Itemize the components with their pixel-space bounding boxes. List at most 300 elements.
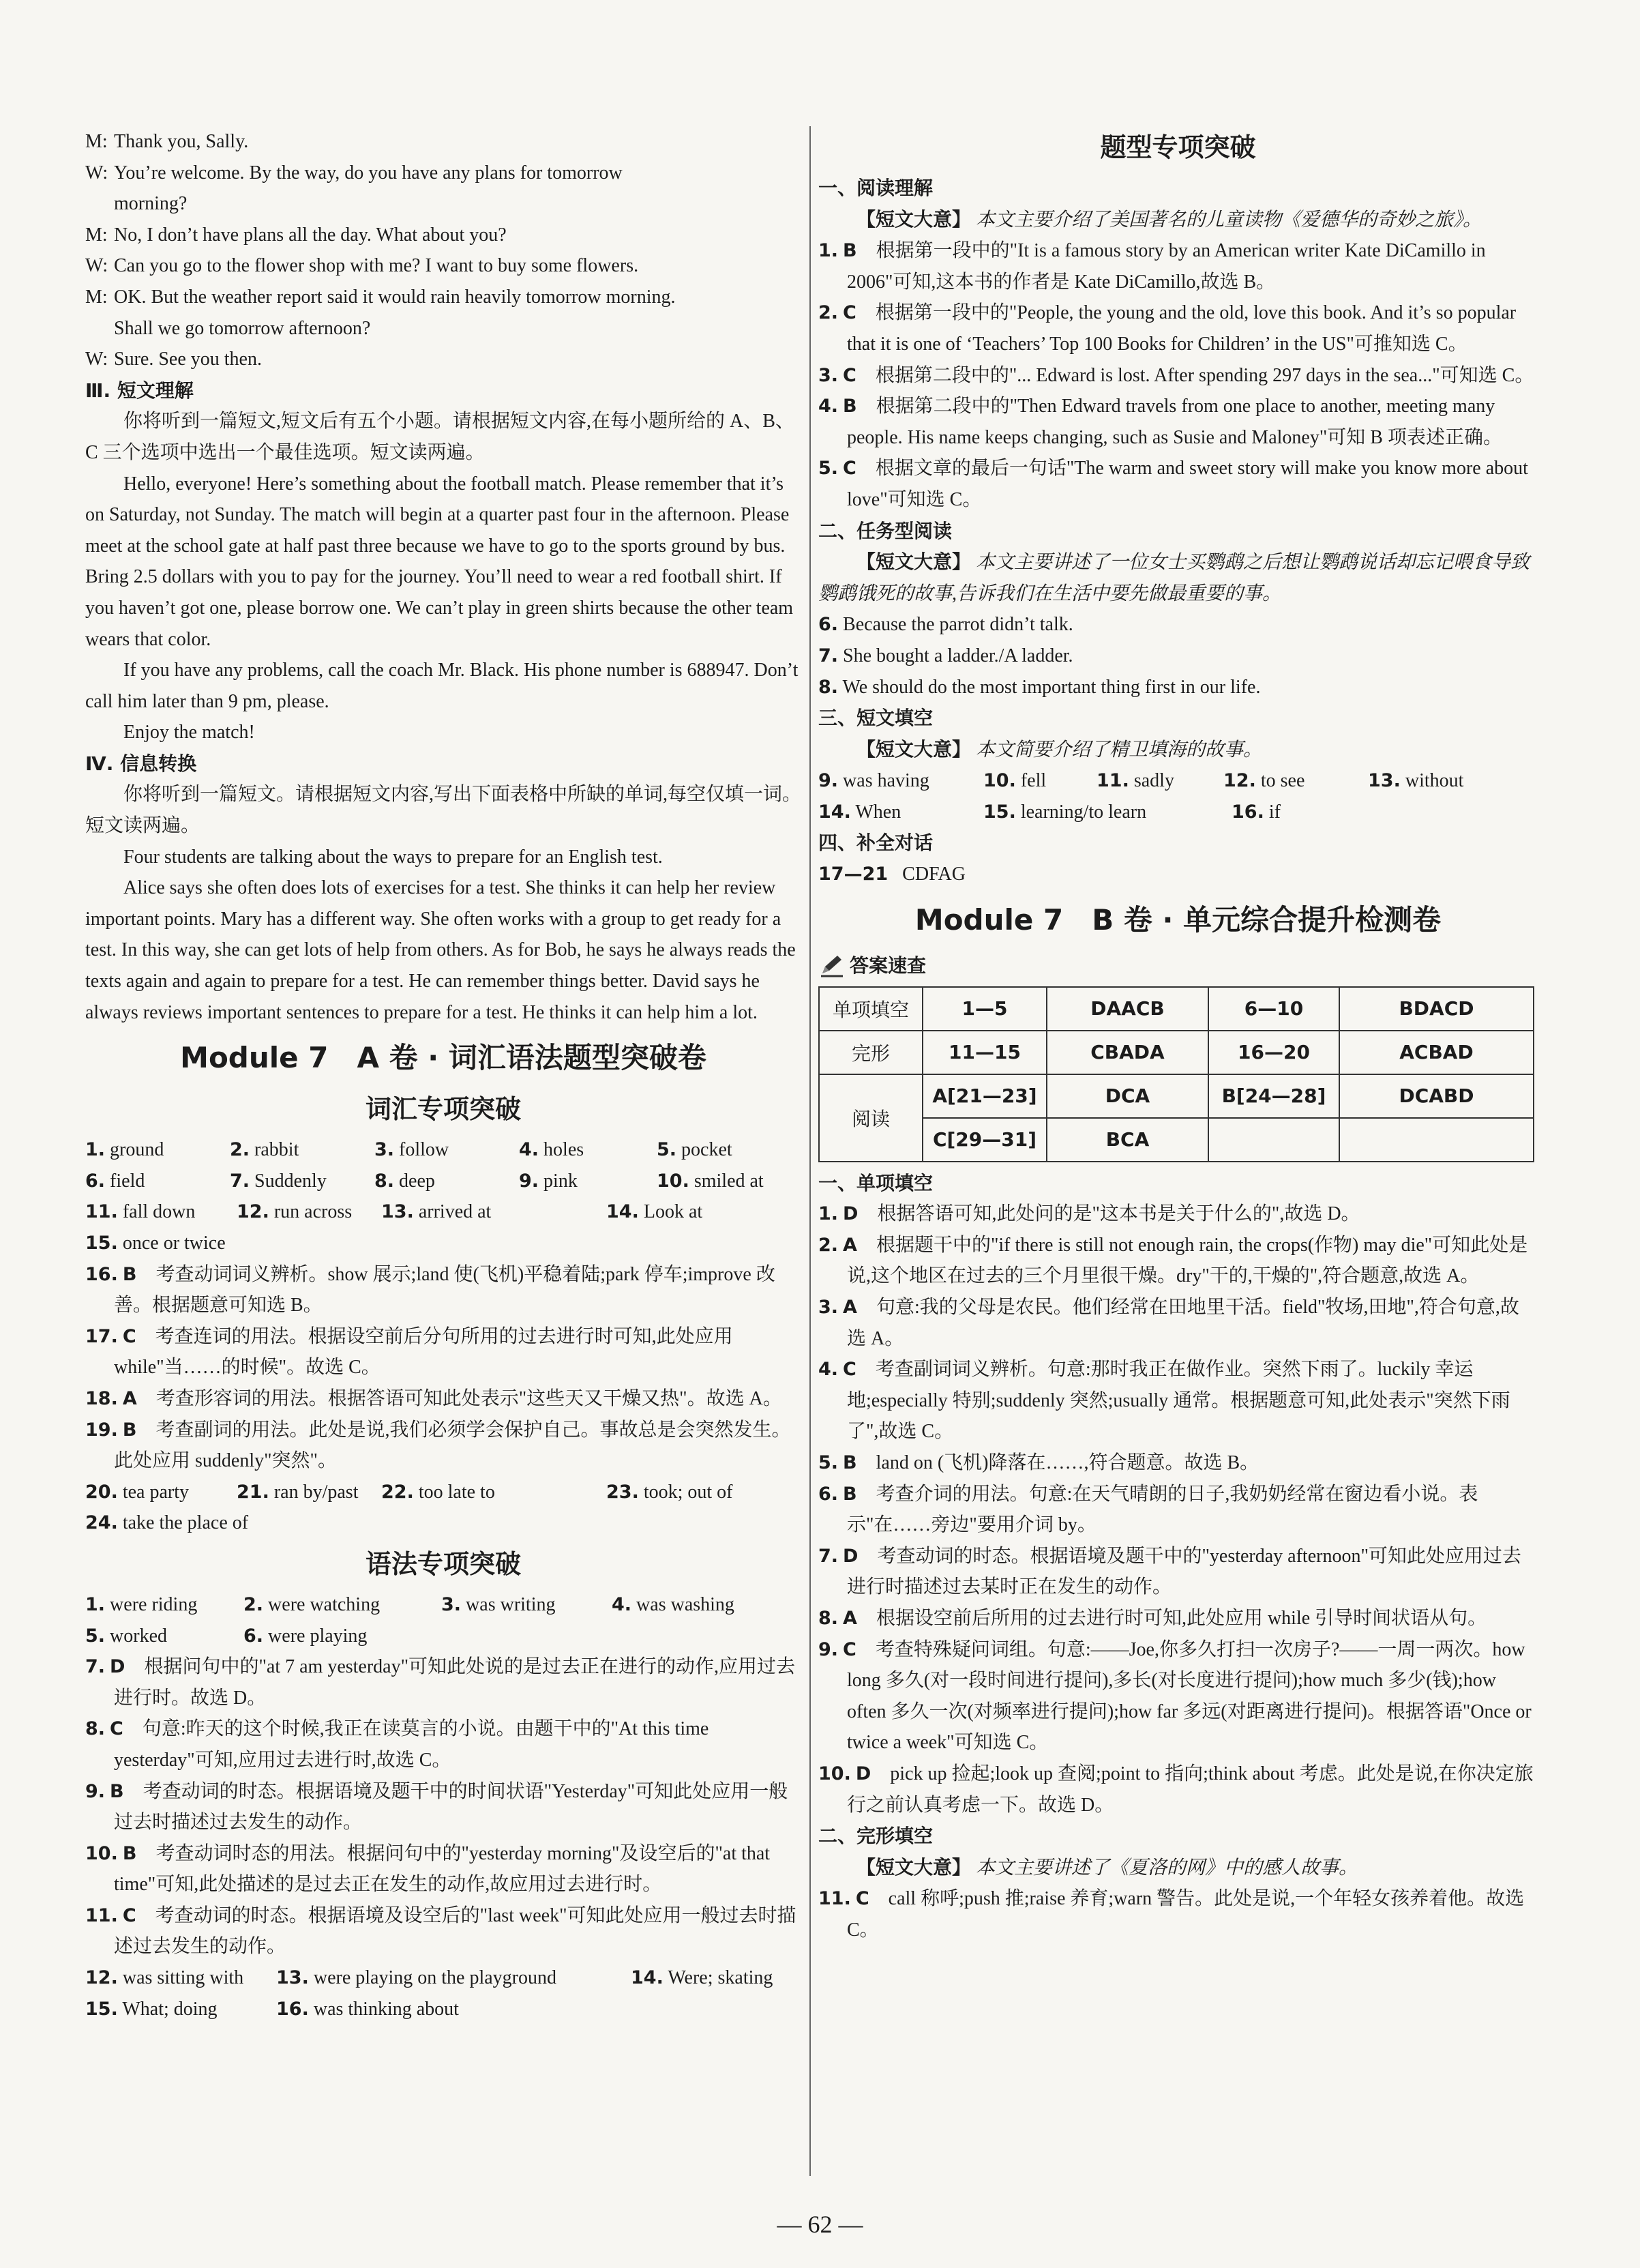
answer-item — [1232, 797, 1376, 828]
item-explanation: 根据第二段中的"Then Edward travels from one place to another, meeting many people. His name keeps changing, such as Susie and Maloney"可知 B 项表述正确。 — [847, 396, 1502, 448]
item-answer-letter: A — [843, 1297, 857, 1319]
item-number: 12. — [85, 1967, 118, 1989]
item-number: 11. — [818, 1888, 851, 1910]
answer-item — [85, 1477, 237, 1508]
explanation-item — [85, 1713, 801, 1776]
item-number: 7. — [230, 1170, 250, 1192]
explanation-list — [818, 235, 1538, 515]
item-number: 10. — [85, 1842, 118, 1864]
item-number: 18. — [85, 1387, 118, 1409]
item-answer: if — [1268, 801, 1281, 823]
item-number: 3. — [818, 364, 839, 386]
item-answer: once or twice — [122, 1233, 226, 1254]
explanation-item — [818, 1354, 1538, 1447]
item-answer-letter: C — [843, 458, 856, 480]
item-answer-letter: C — [122, 1904, 136, 1926]
item-answer-letter: A — [843, 1607, 857, 1629]
item-number: 6. — [818, 614, 839, 636]
item-answer-letter: B — [843, 396, 857, 417]
item-number: 2. — [230, 1139, 250, 1161]
item-answer: Because the parrot didn’t talk. — [843, 614, 1073, 636]
passage-paragraph: Enjoy the match! — [123, 722, 255, 743]
answer-row — [85, 1589, 801, 1621]
explanation-item — [818, 1634, 1538, 1758]
explanation-item — [818, 1479, 1538, 1541]
dialogue-line — [85, 313, 801, 344]
item-number: 19. — [85, 1419, 118, 1441]
item-number: 11. — [1097, 770, 1129, 792]
item-number: 16. — [276, 1998, 309, 2020]
explanation-item — [85, 1259, 801, 1321]
table-cell: DAACB — [1047, 987, 1208, 1031]
item-explanation: 考查形容词的用法。根据答语可知此处表示"这些天又干燥又热"。故选 A。 — [155, 1387, 782, 1409]
section-heading-cloze: 二、完形填空 — [818, 1825, 934, 1848]
item-number: 11. — [85, 1201, 118, 1223]
passage-paragraph: Four students are talking about the ways to prepare for an English test. — [123, 846, 663, 868]
answer-row — [85, 1994, 801, 2025]
item-answer-letter: B — [110, 1780, 124, 1802]
answer-item — [230, 1134, 374, 1166]
item-number: 16. — [85, 1263, 118, 1285]
item-answer-letter: C — [110, 1718, 123, 1740]
item-explanation: 根据第一段中的"People, the young and the old, love this book. And it’s so popular that it is one of ‘Teachers’ Top 100 Books for Children’ in the US"可推知选 C。 — [847, 302, 1517, 355]
passage-paragraph: Hello, everyone! Here’s something about the football match. Please remember that it’s on Saturday, not Sunday. The match will begin at a quarter past four in the afternoon. Please meet at the school gate at half past three because we have to go to the sports ground by bus. Bring 2.5 dollars with you to pay for the journey. You’ll need to wear a red football shirt. If you haven’t got one, please borrow one. We can’t play in green shirts because the other team wears that color. — [85, 473, 794, 650]
explanation-list — [818, 1883, 1538, 1945]
answer-item — [441, 1589, 612, 1621]
item-number: 1. — [818, 240, 839, 262]
table-cell: 16—20 — [1208, 1031, 1339, 1074]
section-heading-task-reading: 二、任务型阅读 — [818, 519, 953, 542]
item-answer-letter: D — [843, 1545, 859, 1567]
answer-item — [85, 1621, 243, 1652]
dialogue-text: Thank you, Sally. — [114, 131, 249, 152]
item-number: 3. — [374, 1139, 395, 1161]
table-row — [819, 987, 1534, 1031]
page-number: — 62 — — [777, 2211, 863, 2238]
item-answer: arrived at — [418, 1201, 492, 1223]
item-number: 16. — [1232, 801, 1264, 823]
item-number: 8. — [818, 676, 839, 698]
table-cell: 1—5 — [923, 987, 1047, 1031]
item-number: 8. — [818, 1607, 839, 1629]
item-number: 12. — [1223, 770, 1256, 792]
summary-label: 【短文大意】 — [856, 207, 972, 231]
table-row — [819, 1031, 1534, 1074]
dialogue-text: OK. But the weather report said it would rain heavily tomorrow morning. — [114, 286, 676, 308]
item-answer: Look at — [643, 1201, 703, 1223]
item-answer-letter: D — [843, 1203, 859, 1225]
explanation-item — [818, 1447, 1538, 1479]
grammar-title: 语法专项突破 — [365, 1548, 521, 1579]
item-explanation: 考查副词的用法。此处是说,我们必须学会保护自己。事故总是会突然发生。此处应用 suddenly"突然"。 — [114, 1419, 791, 1472]
item-answer-letter: C — [843, 1359, 856, 1381]
speaker-label: W: — [85, 255, 108, 277]
table-cell: 11—15 — [923, 1031, 1047, 1074]
passage-summary: 【短文大意】 本文主要介绍了美国著名的儿童读物《爱德华的奇妙之旅》。 — [856, 207, 1482, 231]
table-row — [819, 1118, 1534, 1162]
item-number: 14. — [818, 801, 851, 823]
item-answer: to see — [1260, 770, 1305, 792]
explanation-item — [85, 1838, 801, 1900]
dialogue-line — [85, 158, 801, 189]
answer-row — [85, 1507, 801, 1539]
item-answer: sadly — [1133, 770, 1174, 792]
item-answer-letter: B — [122, 1419, 137, 1441]
vocab-title: 词汇专项突破 — [365, 1094, 521, 1125]
answer-item — [85, 1196, 237, 1228]
answer-item — [818, 609, 1538, 640]
item-explanation: call 称呼;push 推;raise 养育;warn 警告。此处是说,一个年轻女孩养着他。故选 C。 — [847, 1888, 1525, 1941]
item-answer: without — [1405, 770, 1464, 792]
dialogue-line — [85, 220, 801, 251]
item-answer: was washing — [636, 1593, 734, 1615]
item-number: 1. — [85, 1139, 106, 1161]
table-cell: DCA — [1047, 1074, 1208, 1118]
answer-item — [276, 1994, 631, 2025]
section-heading-single-choice: 一、单项填空 — [818, 1171, 934, 1194]
table-cell: 单项填空 — [819, 987, 923, 1031]
item-answer-letter: A — [122, 1387, 137, 1409]
answer-row — [85, 1477, 801, 1508]
answer-row — [818, 765, 1538, 797]
dialogue-text: morning? — [114, 193, 188, 215]
answer-row — [85, 1196, 801, 1228]
item-explanation: 根据文章的最后一句话"The warm and sweet story will make you know more about love"可知选 C。 — [847, 458, 1528, 510]
item-answer: field — [110, 1170, 145, 1192]
passage-summary: 【短文大意】 本文简要介绍了精卫填海的故事。 — [856, 737, 1263, 761]
item-answer: When — [855, 801, 901, 823]
passage-summary: 【短文大意】 本文主要讲述了一位女士买鹦鹉之后想让鹦鹉说话却忘记喂食导致鹦鹉饿死的故事,告诉我们在生活中要先做最重要的事。 — [818, 550, 1530, 604]
dialogue-text: Shall we go tomorrow afternoon? — [114, 317, 371, 339]
dialogue-text: No, I don’t have plans all the day. What about you? — [114, 224, 507, 246]
item-number: 2. — [818, 302, 839, 324]
table-cell: BDACD — [1339, 987, 1534, 1031]
item-answer-letter: D — [855, 1763, 871, 1784]
item-number: 14. — [631, 1967, 664, 1989]
table-cell: 完形 — [819, 1031, 923, 1074]
table-cell: BCA — [1047, 1118, 1208, 1162]
explanation-item — [85, 1776, 801, 1838]
answer-item — [243, 1589, 441, 1621]
explanation-list — [85, 1651, 801, 1962]
instruction: 你将听到一篇短文,短文后有五个小题。请根据短文内容,在每小题所给的 A、B、C 三个选项中选出一个最佳选项。短文读两遍。 — [85, 411, 794, 463]
answer-item — [818, 640, 1538, 672]
answer-item — [818, 765, 983, 797]
item-number: 13. — [381, 1201, 414, 1223]
answer-row — [85, 1228, 801, 1259]
item-number: 3. — [441, 1593, 462, 1615]
item-explanation: pick up 捡起;look up 查阅;point to 指向;think about 考虑。此处是说,在你决定旅行之前认真考虑一下。故选 D。 — [847, 1763, 1534, 1816]
item-answer: took; out of — [643, 1481, 733, 1503]
item-number: 11. — [85, 1904, 118, 1926]
item-number: 21. — [237, 1481, 269, 1503]
explanation-item — [818, 360, 1538, 392]
dialogue-line — [85, 188, 801, 220]
item-answer: learning/to learn — [1020, 801, 1147, 823]
explanation-item — [818, 1758, 1538, 1821]
item-number: 7. — [818, 645, 839, 666]
item-answer: holes — [543, 1139, 584, 1161]
item-answer: was writing — [466, 1593, 556, 1615]
item-explanation: 根据设空前后所用的过去进行时可知,此处应用 while 引导时间状语从句。 — [876, 1607, 1487, 1629]
item-explanation: 根据问句中的"at 7 am yesterday"可知此处说的是过去正在进行的动作,应用过去进行时。故选 D。 — [114, 1656, 796, 1709]
speaker-label: M: — [85, 131, 108, 152]
explanation-item — [818, 1883, 1538, 1945]
item-number: 8. — [85, 1718, 106, 1740]
answer-item — [657, 1166, 801, 1197]
answer-item — [85, 1994, 276, 2025]
answer-table — [818, 986, 1534, 1162]
answer-item — [85, 1589, 243, 1621]
item-answer: follow — [399, 1139, 449, 1161]
item-number: 7. — [85, 1656, 106, 1678]
item-number: 23. — [606, 1481, 639, 1503]
item-answer: ground — [110, 1139, 164, 1161]
item-answer: Suddenly — [254, 1170, 327, 1192]
item-answer-letter: A — [843, 1234, 857, 1256]
item-number: 9. — [818, 1638, 839, 1660]
item-explanation: 句意:我的父母是农民。他们经常在田地里干活。field"牧场,田地",符合句意,故选 A。 — [847, 1297, 1519, 1349]
explanation-item — [818, 1230, 1538, 1292]
item-answer-letter: B — [122, 1263, 137, 1285]
pencil-icon — [818, 953, 846, 977]
table-cell: A[21—23] — [923, 1074, 1047, 1118]
column-divider — [809, 126, 811, 2176]
item-number: 3. — [818, 1297, 839, 1319]
question-type-title: 题型专项突破 — [1100, 132, 1256, 162]
item-number: 5. — [818, 1452, 839, 1473]
item-number: 2. — [818, 1234, 839, 1256]
item-answer: too late to — [418, 1481, 495, 1503]
table-cell — [1208, 1118, 1339, 1162]
instruction: 你将听到一篇短文。请根据短文内容,写出下面表格中所缺的单词,每空仅填一词。短文读两遍。 — [85, 784, 802, 837]
item-number: 9. — [519, 1170, 539, 1192]
item-number: 20. — [85, 1481, 118, 1503]
dialogue-line — [85, 282, 801, 313]
explanation-item — [818, 1541, 1538, 1603]
item-answer: was having — [843, 770, 929, 792]
answer-item — [818, 672, 1538, 703]
explanation-item — [818, 1198, 1538, 1230]
summary-label: 【短文大意】 — [856, 1855, 972, 1879]
answer-row — [85, 1621, 801, 1652]
item-number: 4. — [519, 1139, 539, 1161]
speaker-label: W: — [85, 162, 108, 183]
item-explanation: 考查动词的时态。根据语境及设空后的"last week"可知此处应用一般过去时描述过去发生的动作。 — [114, 1904, 796, 1958]
explanation-item — [818, 453, 1538, 515]
table-row — [819, 1074, 1534, 1118]
item-number: 6. — [818, 1483, 839, 1505]
item-answer: was sitting with — [122, 1967, 244, 1989]
item-explanation: 考查副词词义辨析。句意:那时我正在做作业。突然下雨了。luckily 幸运地;especially 特别;suddenly 突然;usually 通常。根据题意可知,此处表示"突然下雨了",故选 C。 — [847, 1359, 1510, 1443]
item-number: 14. — [606, 1201, 639, 1223]
section-heading-passage-fill: 三、短文填空 — [818, 707, 934, 730]
answer-item — [1097, 765, 1223, 797]
dialogue-line — [85, 250, 801, 282]
item-number: 5. — [657, 1139, 677, 1161]
explanation-item — [818, 297, 1538, 359]
answer-item — [85, 1228, 801, 1259]
item-explanation: 考查介词的用法。句意:在天气晴朗的日子,我奶奶经常在窗边看小说。表示"在……旁边"要用介词 by。 — [847, 1483, 1478, 1536]
answer-item — [818, 797, 983, 828]
item-answer: What; doing — [122, 1998, 218, 2020]
item-number: 13. — [1368, 770, 1401, 792]
item-answer: tea party — [122, 1481, 190, 1503]
item-answer: pink — [543, 1170, 578, 1192]
item-explanation: 根据第二段中的"... Edward is lost. After spending 297 days in the sea..."可知选 C。 — [875, 364, 1534, 386]
item-explanation: 考查动词的时态。根据语境及题干中的时间状语"Yesterday"可知此处应用一般过去时描述过去发生的动作。 — [114, 1780, 788, 1833]
item-explanation: 根据第一段中的"It is a famous story by an American writer Kate DiCamillo in 2006"可知,这本书的作者是 Kate DiCamillo,故选 B。 — [847, 240, 1486, 293]
answer-lines — [818, 609, 1538, 703]
answer-item — [276, 1962, 631, 1994]
answer-item — [519, 1166, 657, 1197]
left-column — [85, 126, 801, 2024]
explanation-item — [85, 1651, 801, 1713]
explanation-item — [818, 235, 1538, 297]
item-answer: fell — [1020, 770, 1047, 792]
item-answer-letter: B — [122, 1842, 137, 1864]
explanation-item — [818, 391, 1538, 453]
answer-item — [381, 1477, 606, 1508]
item-number: 15. — [983, 801, 1016, 823]
item-answer: were riding — [110, 1593, 198, 1615]
item-answer: worked — [110, 1625, 168, 1647]
item-answer-letter: C — [843, 364, 856, 386]
answer-item — [85, 1134, 230, 1166]
item-answer: were playing on the playground — [313, 1967, 556, 1989]
section-heading-short-passage: Ⅲ. 短文理解 — [85, 379, 194, 402]
explanation-list — [818, 1198, 1538, 1821]
item-explanation: land on (飞机)降落在……,符合题意。故选 B。 — [876, 1452, 1259, 1473]
item-explanation: 考查动词的时态。根据语境及题干中的"yesterday afternoon"可知此处应用过去进行时描述过去某时正在发生的动作。 — [847, 1545, 1521, 1598]
answer-row — [85, 1166, 801, 1197]
explanation-item — [85, 1900, 801, 1962]
item-number: 4. — [612, 1593, 632, 1615]
item-number: 5. — [818, 458, 839, 480]
item-answer: run across — [273, 1201, 353, 1223]
item-explanation: 考查连词的用法。根据设空前后分句所用的过去进行时可知,此处应用 while"当……的时候"。故选 C。 — [114, 1325, 733, 1379]
item-answer-letter: B — [843, 1452, 857, 1473]
speaker-label: W: — [85, 349, 108, 370]
answer-item — [657, 1134, 801, 1166]
item-number: 6. — [243, 1625, 264, 1647]
item-explanation: 考查动词词义辨析。show 展示;land 使(飞机)平稳着陆;park 停车;improve 改善。根据题意可知选 B。 — [114, 1263, 775, 1316]
passage-summary: 【短文大意】 本文主要讲述了《夏洛的网》中的感人故事。 — [856, 1855, 1358, 1879]
item-number: 15. — [85, 1998, 118, 2020]
answer-item — [983, 765, 1097, 797]
item-answer: We should do the most important thing first in our life. — [842, 676, 1261, 698]
item-number: 9. — [85, 1780, 106, 1802]
item-number: 13. — [276, 1967, 309, 1989]
explanation-item — [818, 1603, 1538, 1634]
table-cell: C[29—31] — [923, 1118, 1047, 1162]
item-explanation: 句意:昨天的这个时候,我正在读莫言的小说。由题干中的"At this time yesterday"可知,应用过去进行时,故选 C。 — [114, 1718, 709, 1771]
item-answer-letter: D — [110, 1656, 125, 1678]
item-answer: pocket — [681, 1139, 732, 1161]
item-number: 4. — [818, 1359, 839, 1381]
item-answer-letter: B — [843, 240, 857, 262]
item-number: 17. — [85, 1325, 118, 1347]
section-heading-dialogue: 四、补全对话 — [818, 831, 934, 855]
table-cell: CBADA — [1047, 1031, 1208, 1074]
item-answer-letter: B — [843, 1483, 857, 1505]
quick-answer-label: 答案速查 — [818, 950, 1538, 981]
answer-row — [85, 1134, 801, 1166]
item-answer-letter: C — [122, 1325, 136, 1347]
item-number: 24. — [85, 1512, 118, 1534]
item-answer: Were; skating — [668, 1967, 773, 1989]
item-answer: fall down — [122, 1201, 196, 1223]
dialogue-line — [85, 344, 801, 375]
passage-paragraph: If you have any problems, call the coach Mr. Black. His phone number is 688947. Don’t call him later than 9 pm, please. — [85, 660, 799, 712]
item-number: 10. — [657, 1170, 689, 1192]
section-heading-reading: 一、阅读理解 — [818, 177, 934, 199]
explanation-item — [85, 1415, 801, 1477]
answer-row — [85, 1962, 801, 1994]
item-number: 7. — [818, 1545, 839, 1567]
summary-label: 【短文大意】 — [856, 550, 972, 574]
item-explanation: 考查动词时态的用法。根据问句中的"yesterday morning"及设空后的"at that time"可知,此处描述的是过去正在发生的动作,故应用过去进行时。 — [114, 1842, 771, 1896]
speaker-label: M: — [85, 224, 108, 246]
item-answer: take the place of — [122, 1512, 249, 1534]
answer-item — [631, 1962, 801, 1994]
answer-item — [606, 1196, 785, 1228]
table-cell: B[24—28] — [1208, 1074, 1339, 1118]
answer-row — [818, 797, 1538, 828]
item-number: 10. — [983, 770, 1016, 792]
answer-item — [612, 1589, 789, 1621]
item-number: 8. — [374, 1170, 395, 1192]
answer-item — [374, 1134, 519, 1166]
item-explanation: 考查特殊疑问词组。句意:——Joe,你多久打扫一次房子?——一周一两次。how long 多久(对一段时间进行提问),多长(对长度进行提问);how much 多少(钱);how often 多久一次(对频率进行提问);how far 多远(对距离进行提问)。根据答语"Once or twice a week"可知选 C。 — [847, 1638, 1532, 1754]
answer-item — [519, 1134, 657, 1166]
explanation-list — [85, 1259, 801, 1477]
item-number: 2. — [243, 1593, 264, 1615]
table-cell: ACBAD — [1339, 1031, 1534, 1074]
item-answer: She bought a ladder./A ladder. — [843, 645, 1073, 666]
answer-item — [381, 1196, 606, 1228]
explanation-item — [85, 1321, 801, 1383]
section-heading-info-transfer: Ⅳ. 信息转换 — [85, 752, 197, 775]
passage-paragraph: Alice says she often does lots of exercises for a test. She thinks it can help her review important points. Mary has a different way. She often works with a group to get ready for a test. In this way, she can get lots of help from others. As for Bob, he says he always reads the texts again and again to prepare for a test. He can remember things better. David says he always reviews important sentences to prepare for a test. He thinks it can help him a lot. — [85, 877, 796, 1023]
table-cell — [1339, 1118, 1534, 1162]
answer-item — [606, 1477, 785, 1508]
summary-label: 【短文大意】 — [856, 737, 972, 761]
answer-item — [1223, 765, 1368, 797]
dialogue-text: You’re welcome. By the way, do you have any plans for tomorrow — [114, 162, 623, 183]
item-number: 9. — [818, 770, 839, 792]
item-explanation: 根据答语可知,此处问的是"这本书是关于什么的",故选 D。 — [877, 1203, 1360, 1225]
answer-item — [85, 1962, 276, 1994]
answer-item — [983, 797, 1232, 828]
answer-item — [243, 1621, 441, 1652]
right-column — [818, 126, 1538, 1946]
answer-item — [85, 1166, 230, 1197]
dialogue-line — [85, 126, 801, 158]
item-number: 1. — [85, 1593, 106, 1615]
item-number: 10. — [818, 1763, 851, 1784]
item-number: 15. — [85, 1233, 118, 1254]
item-number: 22. — [381, 1481, 414, 1503]
table-cell: DCABD — [1339, 1074, 1534, 1118]
item-number: 5. — [85, 1625, 106, 1647]
item-answer: deep — [399, 1170, 435, 1192]
item-answer: were watching — [268, 1593, 381, 1615]
dialogue-answer: 17—21 CDFAG — [818, 864, 966, 885]
answer-item — [237, 1196, 381, 1228]
item-answer: rabbit — [254, 1139, 299, 1161]
module-b-title: Module 7 B 卷 · 单元综合提升检测卷 — [914, 902, 1442, 937]
